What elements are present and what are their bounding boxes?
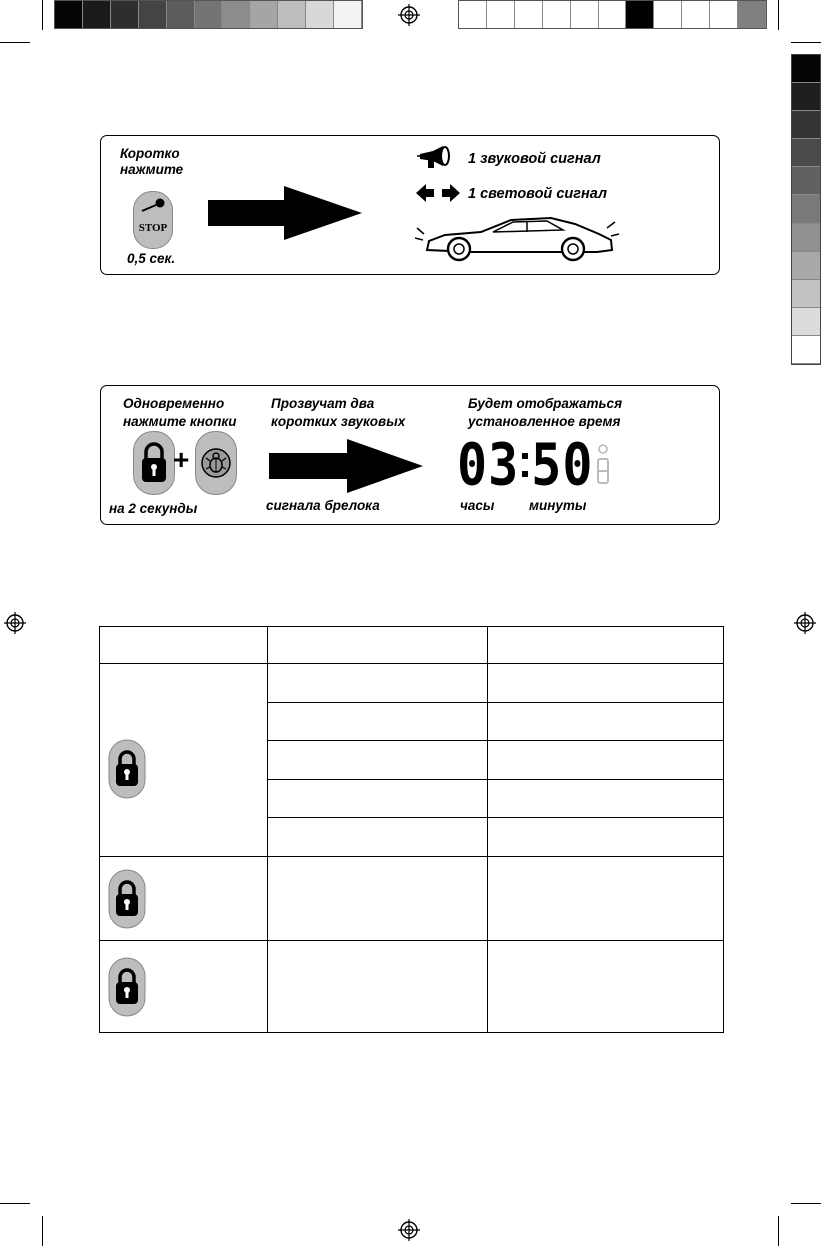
beep-label: коротких звуковых xyxy=(271,414,406,429)
minutes-label: минуты xyxy=(529,498,587,513)
color-swatch xyxy=(599,1,627,28)
color-swatch xyxy=(792,139,820,167)
color-swatch xyxy=(710,1,738,28)
color-swatch xyxy=(306,1,334,28)
color-swatch xyxy=(515,1,543,28)
color-swatch xyxy=(792,83,820,111)
lock-button-icon xyxy=(133,431,175,495)
table-cell xyxy=(488,818,724,857)
lcd-hours: 03 xyxy=(457,431,520,499)
color-swatch xyxy=(792,224,820,252)
color-swatch xyxy=(334,1,362,28)
lcd-minutes: 50 xyxy=(531,431,594,499)
color-swatch xyxy=(654,1,682,28)
table-cell xyxy=(488,627,724,664)
table-cell xyxy=(268,857,488,941)
table-cell xyxy=(268,941,488,1033)
table-cell xyxy=(100,627,268,664)
table-cell xyxy=(268,780,488,818)
table-icon-cell xyxy=(100,857,268,941)
table-cell xyxy=(488,941,724,1033)
horn-icon xyxy=(415,145,455,171)
table-row xyxy=(100,857,724,941)
arrow-icon xyxy=(269,439,425,493)
lcd-colon xyxy=(520,447,530,483)
plus-sign: + xyxy=(173,444,190,475)
hours-label: часы xyxy=(460,498,495,513)
beep-label: сигнала брелока xyxy=(266,498,380,513)
color-swatch xyxy=(250,1,278,28)
color-swatch xyxy=(682,1,710,28)
table-row xyxy=(100,941,724,1033)
sound-signal-label: 1 звуковой сигнал xyxy=(468,151,601,167)
bug-button-icon xyxy=(195,431,237,495)
table-header-row xyxy=(100,627,724,664)
color-swatch xyxy=(167,1,195,28)
color-swatch xyxy=(487,1,515,28)
color-swatch xyxy=(111,1,139,28)
display-label: Будет отображаться xyxy=(468,396,623,411)
turn-signal-icon xyxy=(416,184,460,202)
color-swatch xyxy=(571,1,599,28)
color-swatch xyxy=(222,1,250,28)
lcd-time-display xyxy=(457,431,611,499)
color-strip-top-left xyxy=(54,0,363,29)
color-swatch xyxy=(278,1,306,28)
lock-button-icon xyxy=(108,869,146,929)
car-icon xyxy=(415,214,621,266)
duration-label: 0,5 сек. xyxy=(127,251,176,266)
color-swatch xyxy=(792,336,820,364)
crop-mark xyxy=(42,1216,43,1246)
table-cell xyxy=(488,664,724,703)
press-label: нажмите кнопки xyxy=(123,414,237,429)
table-cell xyxy=(268,741,488,780)
button-functions-table xyxy=(99,626,724,1033)
light-signal-label: 1 световой сигнал xyxy=(468,186,607,202)
color-swatch xyxy=(738,1,766,28)
table-cell xyxy=(268,664,488,703)
table-cell xyxy=(268,703,488,741)
crop-mark xyxy=(791,1203,821,1204)
registration-mark-icon xyxy=(794,612,816,634)
time-display-panel xyxy=(100,385,720,525)
display-label: установленное время xyxy=(468,414,621,429)
color-swatch xyxy=(792,195,820,223)
table-cell xyxy=(268,818,488,857)
stop-button xyxy=(133,191,173,249)
table-cell xyxy=(488,703,724,741)
press-label: Коротко xyxy=(120,146,180,161)
registration-mark-icon xyxy=(398,4,420,26)
crop-mark xyxy=(778,0,779,30)
beep-label: Прозвучат два xyxy=(271,396,375,411)
color-swatch xyxy=(792,111,820,139)
color-swatch xyxy=(139,1,167,28)
crop-mark xyxy=(42,0,43,30)
lcd-inactive-segment-icon xyxy=(595,443,611,487)
lock-button-icon xyxy=(108,957,146,1017)
press-label: Одновременно xyxy=(123,396,225,411)
color-swatch xyxy=(792,252,820,280)
color-swatch xyxy=(792,308,820,336)
lock-button-icon xyxy=(108,739,146,799)
table-cell xyxy=(488,780,724,818)
crop-mark xyxy=(0,42,30,43)
crop-mark xyxy=(778,1216,779,1246)
table-cell xyxy=(268,627,488,664)
short-press-panel xyxy=(100,135,720,275)
registration-mark-icon xyxy=(4,612,26,634)
crop-mark xyxy=(0,1203,30,1204)
hold-label: на 2 секунды xyxy=(109,501,198,516)
table-row xyxy=(100,664,724,703)
table-icon-cell xyxy=(100,941,268,1033)
registration-mark-icon xyxy=(398,1219,420,1241)
color-swatch xyxy=(792,280,820,308)
press-label: нажмите xyxy=(120,162,184,177)
color-swatch xyxy=(792,167,820,195)
color-swatch xyxy=(83,1,111,28)
stop-label: STOP xyxy=(138,222,168,234)
color-strip-top-right xyxy=(458,0,767,29)
color-swatch xyxy=(55,1,83,28)
color-swatch xyxy=(459,1,487,28)
color-swatch xyxy=(792,55,820,83)
table-cell xyxy=(488,857,724,941)
arrow-icon xyxy=(208,186,364,240)
table-icon-cell xyxy=(100,664,268,857)
color-swatch xyxy=(195,1,223,28)
color-swatch xyxy=(626,1,654,28)
crop-mark xyxy=(791,42,821,43)
key-icon xyxy=(134,196,172,222)
color-swatch xyxy=(543,1,571,28)
table-cell xyxy=(488,741,724,780)
color-strip-side xyxy=(791,54,821,365)
